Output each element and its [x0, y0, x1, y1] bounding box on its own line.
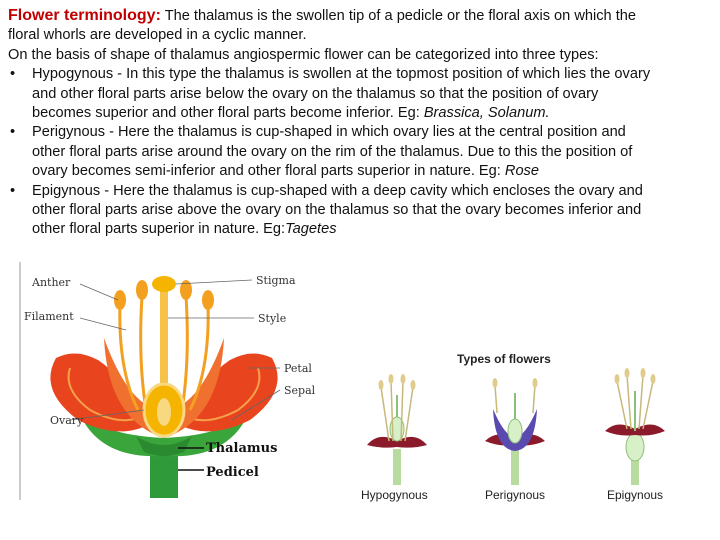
label-sepal: Sepal — [284, 384, 316, 397]
ovule-shape — [157, 398, 171, 426]
label-petal: Petal — [284, 362, 312, 375]
example-text: Tagetes — [285, 221, 337, 238]
types-title: Types of flowers — [457, 352, 551, 366]
perigynous-flower — [485, 378, 545, 485]
bullet-mark: • — [10, 182, 16, 199]
bullet-line — [32, 104, 716, 123]
bullet-line: other floral parts arise above the ovary on the thalamus so that the ovary becomes inferior and — [32, 202, 642, 219]
example-text: Rose — [504, 163, 539, 180]
example-text: Brassica, Solanum. — [423, 105, 550, 122]
hypogynous-flower — [367, 374, 427, 485]
label-pedicel: Pedicel — [206, 465, 259, 480]
label-stigma: Stigma — [256, 274, 296, 287]
bullet-line-text: ovary becomes semi-inferior and other floral parts superior in nature. Eg: — [32, 163, 505, 180]
pedicel-shape — [150, 450, 178, 498]
intro-line-1 — [8, 6, 716, 26]
label-thalamus: Thalamus — [206, 441, 278, 456]
flower-types-diagram — [355, 345, 695, 510]
bullet-epigynous — [8, 182, 716, 240]
heading-colon: : — [155, 7, 161, 24]
bullet-line: other floral parts arise around the ovary on the rim of the thalamus. Due to this the position of — [32, 143, 633, 160]
bullet-line-text: becomes superior and other floral parts become inferior. Eg: — [32, 105, 424, 122]
caption-perigynous: Perigynous — [485, 488, 546, 502]
heading-title: Flower terminology — [8, 7, 156, 24]
intro-line-2: floral whorls are developed in a cyclic manner. — [8, 27, 307, 44]
intro-line-3: On the basis of shape of thalamus angiospermic flower can be categorized into three types: — [8, 46, 599, 63]
label-filament: Filament — [24, 310, 74, 323]
caption-hypogynous: Hypogynous — [361, 488, 428, 502]
stigma-shape — [152, 276, 176, 292]
bullet-mark: • — [10, 124, 16, 141]
bullet-line: Epigynous - Here the thalamus is cup-shaped with a deep cavity which encloses the ovary and — [32, 182, 643, 199]
bullet-line: Hypogynous - In this type the thalamus is swollen at the topmost position of which lies the ovary — [32, 66, 651, 83]
epigynous-flower — [605, 368, 665, 485]
label-anther: Anther — [32, 276, 71, 289]
bullet-perigynous — [8, 123, 716, 181]
bullet-line-text: other floral parts superior in nature. Eg: — [32, 221, 286, 238]
caption-epigynous: Epigynous — [607, 488, 664, 502]
bullet-line: and other floral parts arise below the ovary on the thalamus so that the position of ovary — [32, 85, 599, 102]
label-ovary: Ovary — [50, 414, 84, 427]
bullet-line — [32, 162, 716, 181]
flower-structure-diagram — [8, 260, 328, 510]
text-block — [8, 6, 716, 240]
style-shape — [160, 290, 168, 390]
bullet-line — [32, 220, 716, 239]
label-style: Style — [258, 312, 287, 325]
intro-text-1: The thalamus is the swollen tip of a pedicle or the floral axis on which the — [160, 8, 637, 24]
bullet-mark: • — [10, 66, 16, 83]
bullet-line: Perigynous - Here the thalamus is cup-shaped in which ovary lies at the central position and — [32, 124, 626, 141]
bullet-hypogynous — [8, 65, 716, 123]
